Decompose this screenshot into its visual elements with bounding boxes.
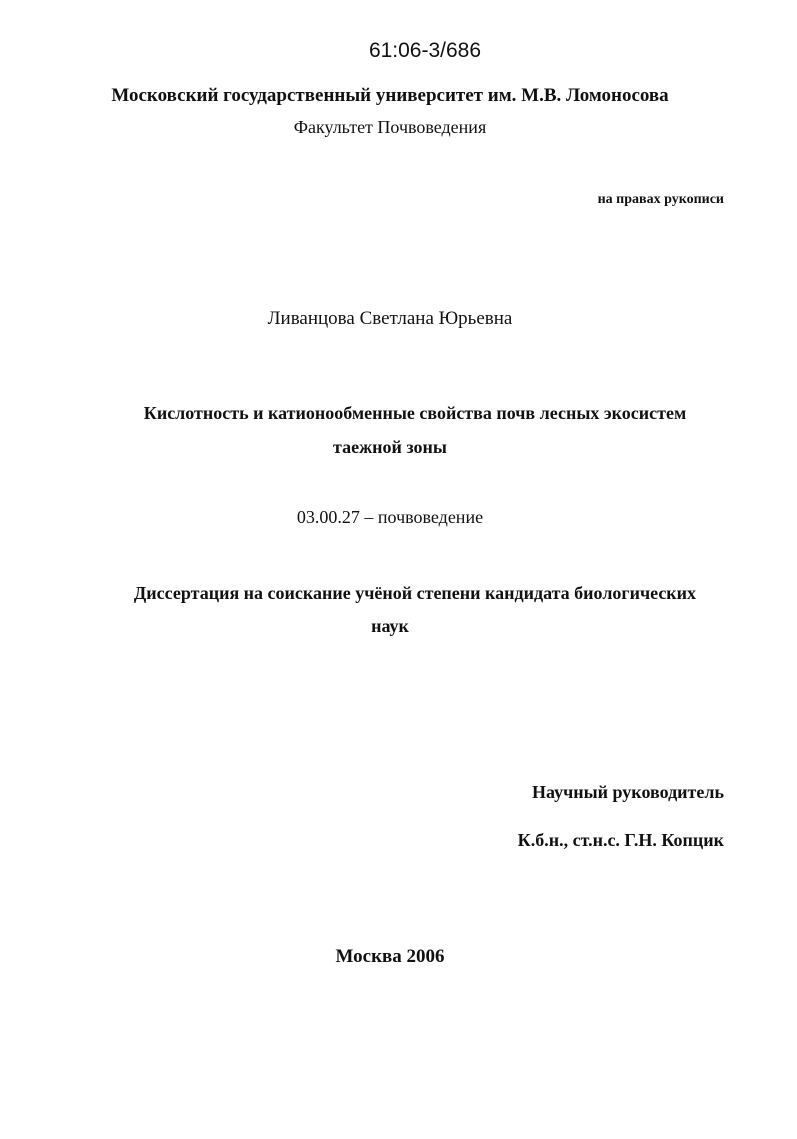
library-code: 61:06-3/686 <box>368 39 482 62</box>
degree-statement-line-1: Диссертация на соискание учёной степени кандидата биологических <box>133 583 697 603</box>
dissertation-title-line-2: таежной зоны <box>333 437 447 457</box>
supervisor-label: Научный руководитель <box>532 782 724 802</box>
city-year: Москва 2006 <box>335 946 445 967</box>
faculty-name: Факультет Почвоведения <box>293 117 487 137</box>
degree-statement-line-2: наук <box>371 616 409 636</box>
specialty-code: 03.00.27 – почвоведение <box>296 507 484 527</box>
dissertation-title-line-1: Кислотность и катионообменные свойства почв лесных экосистем <box>143 403 687 423</box>
university-name: Московский государственный университет им. М.В. Ломоносова <box>111 85 669 106</box>
supervisor-name: К.б.н., ст.н.с. Г.Н. Копцик <box>517 830 724 850</box>
manuscript-note: на правах рукописи <box>597 192 724 207</box>
author-name: Ливанцова Светлана Юрьевна <box>267 308 513 329</box>
